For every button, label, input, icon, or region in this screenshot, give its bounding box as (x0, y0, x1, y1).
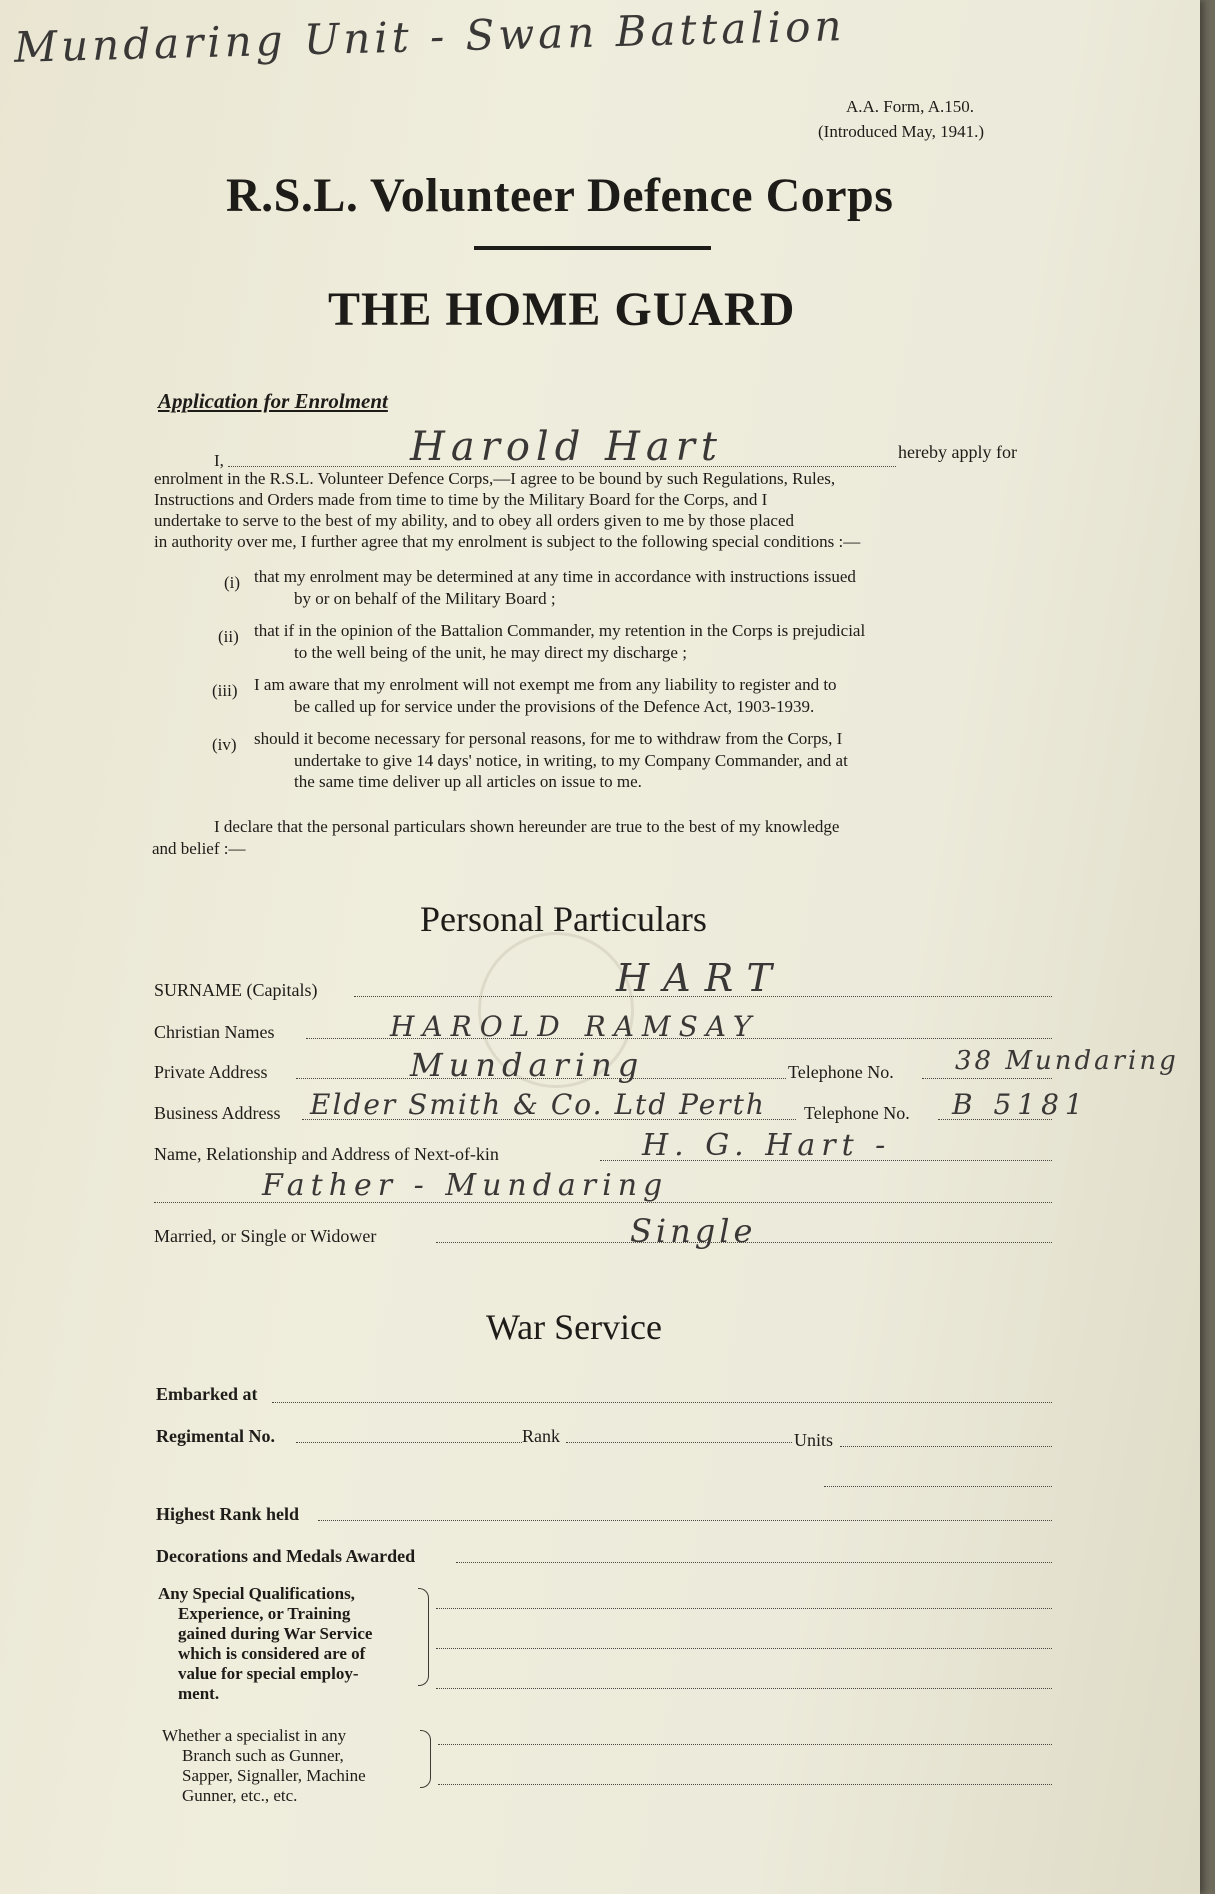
private-telephone-value: 38 Mundaring (955, 1046, 1179, 1076)
qualifications-label-line4: which is considered are of (178, 1644, 366, 1663)
condition-4-line1: should it become necessary for personal reasons, for me to withdraw from the Corps, I (254, 729, 843, 748)
next-of-kin-value-line2: Father - Mundaring (262, 1168, 669, 1203)
personal-particulars-heading: Personal Particulars (420, 899, 707, 939)
highest-rank-label: Highest Rank held (156, 1504, 300, 1524)
specialist-label (162, 1726, 366, 1806)
regimental-number-label: Regimental No. (156, 1426, 275, 1446)
applicant-name: Harold Hart (410, 424, 723, 470)
business-telephone-label: Telephone No. (804, 1103, 910, 1123)
surname-value: HART (616, 956, 786, 1000)
rank-line (566, 1442, 792, 1443)
specialist-line1 (438, 1744, 1052, 1745)
marital-status-label: Married, or Single or Widower (154, 1226, 377, 1246)
private-address-label: Private Address (154, 1062, 268, 1082)
condition-1-line1: that my enrolment may be determined at any time in accordance with instructions issued (254, 567, 856, 586)
qualifications-label-line6: ment. (178, 1684, 220, 1703)
declaration-line1: I declare that the personal particulars shown hereunder are true to the best of my knowledge (214, 817, 840, 836)
specialist-label-line1: Whether a specialist in any (162, 1726, 347, 1745)
applicant-prefix: I, (214, 451, 224, 470)
form-title: R.S.L. Volunteer Defence Corps (226, 169, 894, 222)
intro-line-2: Instructions and Orders made from time to time by the Military Board for the Corps, and I (154, 490, 768, 509)
title-rule (474, 246, 711, 250)
form-reference-line1: A.A. Form, A.150. (846, 97, 974, 116)
units-line-continued (824, 1486, 1052, 1487)
units-line (840, 1446, 1052, 1447)
private-address-value: Mundaring (410, 1046, 645, 1084)
specialist-label-line2: Branch such as Gunner, (182, 1746, 344, 1765)
decorations-label: Decorations and Medals Awarded (156, 1546, 416, 1566)
embarked-label: Embarked at (156, 1384, 258, 1404)
condition-1-line2: by or on behalf of the Military Board ; (294, 589, 556, 608)
highest-rank-line (318, 1520, 1052, 1521)
marital-status-value: Single (630, 1212, 757, 1250)
business-address-label: Business Address (154, 1103, 281, 1123)
business-telephone-value: B 5181 (952, 1088, 1089, 1121)
decorations-line (456, 1562, 1052, 1563)
regimental-number-line (296, 1442, 522, 1443)
surname-label: SURNAME (Capitals) (154, 980, 318, 1000)
qualifications-label-line3: gained during War Service (178, 1624, 373, 1643)
condition-3-number: (iii) (212, 681, 238, 700)
intro-line-3: undertake to serve to the best of my ability, and to obey all orders given to me by those placed (154, 511, 794, 530)
condition-3-line1: I am aware that my enrolment will not exempt me from any liability to register and to (254, 675, 837, 694)
embarked-line (272, 1402, 1052, 1403)
qualifications-line1 (436, 1608, 1052, 1609)
condition-1-number: (i) (224, 573, 241, 592)
declaration-line2: and belief :— (152, 839, 246, 858)
christian-names-label: Christian Names (154, 1022, 275, 1042)
qualifications-line2 (436, 1648, 1052, 1649)
apply-suffix: hereby apply for (898, 442, 1017, 462)
form-reference-line2: (Introduced May, 1941.) (818, 122, 985, 141)
private-telephone-label: Telephone No. (788, 1062, 894, 1082)
business-address-value: Elder Smith & Co. Ltd Perth (310, 1088, 766, 1121)
next-of-kin-label: Name, Relationship and Address of Next-of-kin (154, 1144, 499, 1164)
qualifications-line3 (436, 1688, 1052, 1689)
rank-label: Rank (522, 1426, 560, 1446)
condition-4-line2: undertake to give 14 days' notice, in writing, to my Company Commander, and at (294, 751, 848, 770)
qualifications-label (158, 1584, 372, 1704)
condition-2-line2: to the well being of the unit, he may direct my discharge ; (294, 643, 687, 662)
condition-2-line1: that if in the opinion of the Battalion Commander, my retention in the Corps is prejudicial (254, 621, 866, 640)
qualifications-label-line2: Experience, or Training (178, 1604, 351, 1623)
units-label: Units (794, 1430, 834, 1450)
specialist-label-line4: Gunner, etc., etc. (182, 1786, 298, 1805)
intro-line-1: enrolment in the R.S.L. Volunteer Defence Corps,—I agree to be bound by such Regulations, Rules, (154, 469, 836, 488)
condition-2-number: (ii) (218, 627, 239, 646)
form-subtitle: THE HOME GUARD (328, 283, 796, 336)
intro-line-4: in authority over me, I further agree that my enrolment is subject to the following special conditions :— (154, 532, 861, 551)
next-of-kin-value-line1: H. G. Hart - (642, 1128, 892, 1163)
section-heading-enrolment: Application for Enrolment (158, 389, 388, 413)
christian-names-value: HAROLD RAMSAY (390, 1010, 760, 1043)
war-service-heading: War Service (486, 1307, 663, 1347)
specialist-brace (420, 1730, 431, 1788)
qualifications-brace (418, 1588, 429, 1686)
condition-4-line3: the same time deliver up all articles on issue to me. (294, 772, 642, 791)
handwritten-unit-annotation: Mundaring Unit - Swan Battalion (13, 1, 847, 72)
private-telephone-line (922, 1078, 1052, 1079)
specialist-line2 (438, 1784, 1052, 1785)
qualifications-label-line1: Any Special Qualifications, (158, 1584, 355, 1603)
specialist-label-line3: Sapper, Signaller, Machine (182, 1766, 366, 1785)
condition-3-line2: be called up for service under the provisions of the Defence Act, 1903-1939. (294, 697, 815, 716)
condition-4-number: (iv) (212, 735, 237, 754)
qualifications-label-line5: value for special employ- (178, 1664, 359, 1683)
